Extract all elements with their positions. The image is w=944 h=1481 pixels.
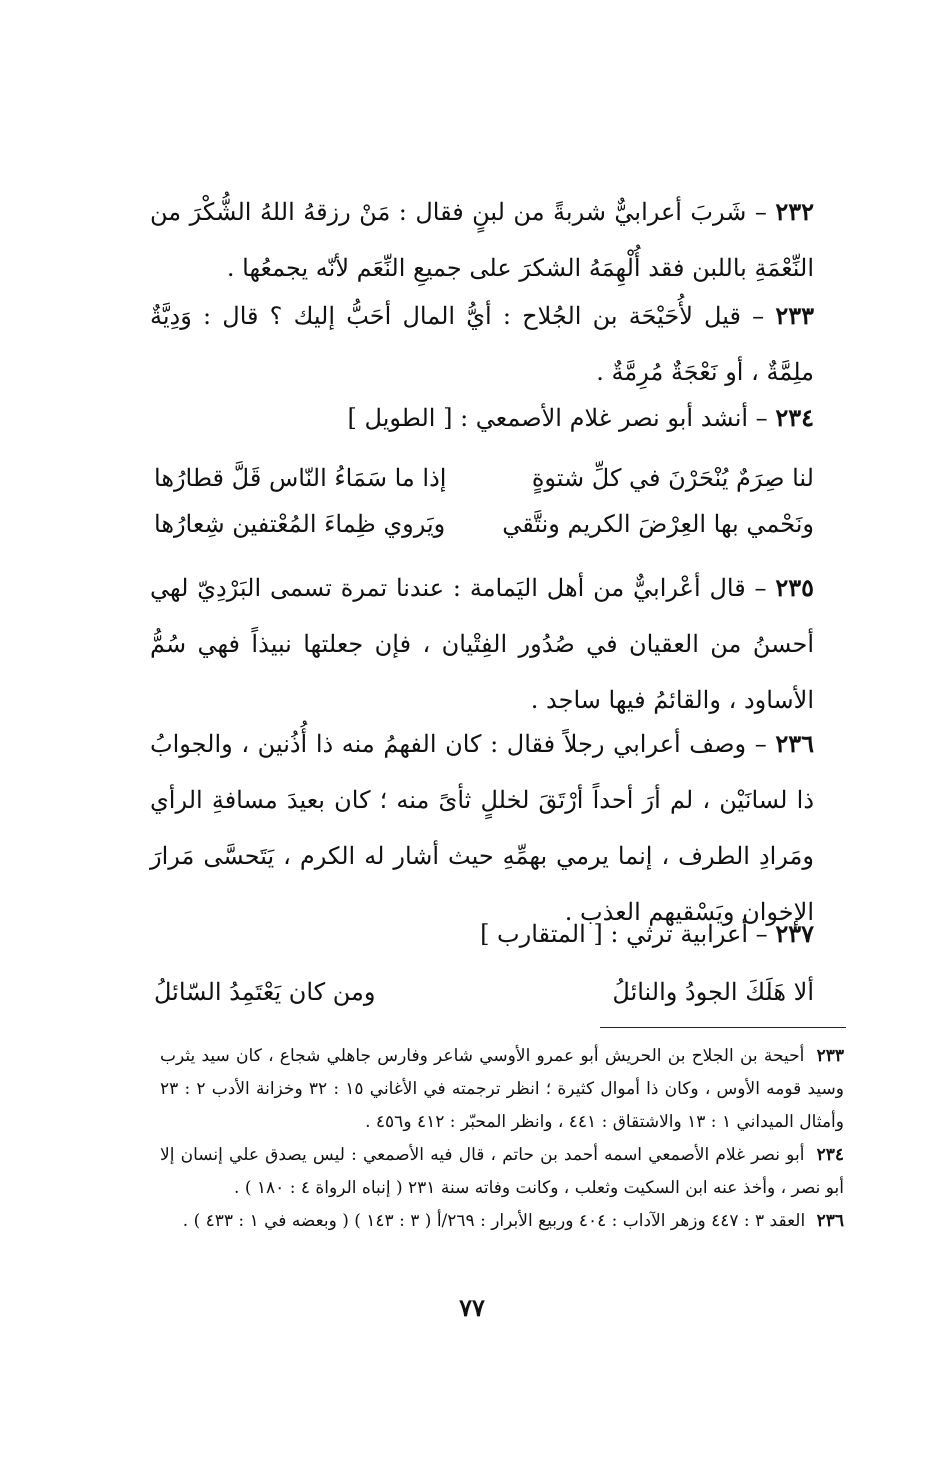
footnote — [160, 1139, 844, 1205]
verse-second-hemistich: ويَروي ظِماءَ المُعْتفين شِعارُها — [154, 510, 446, 538]
entry-233 — [150, 288, 814, 400]
entry-text: – أنشد أبو نصر غلام الأصمعي : [ الطويل ] — [347, 404, 768, 432]
entry-text: – قيل لأُحَيْحَة بن الجُلاح : أيُّ المال أحَبُّ إليك ؟ قال : وَدِيَّةٌ ملِمَّةٌ ، أو نَعْجَةٌ مُرِمَّةٌ . — [150, 302, 814, 386]
verse-first-hemistich: ألا هَلَكَ الجودُ والنائلُ — [612, 978, 814, 1006]
footnotes — [160, 1040, 844, 1238]
verse-line — [154, 502, 814, 546]
entry-232 — [150, 184, 814, 296]
entry-text: – قال أعْرابيٌّ من أهل اليَمامة : عندنا تمرة تسمى البَرْدِيّ لهي أحسنُ من العقيان في صُدُور الفِتْيان ، فإن جعلتها نبيذاً فهي سُمُّ الأساود ، والقائمُ فيها ساجد . — [150, 574, 814, 714]
entry-237 — [480, 914, 814, 954]
footnote-text: أبو نصر غلام الأصمعي اسمه أحمد بن حاتم ، قال فيه الأصمعي : ليس يصدق علي إنسان إلا أبو نصر ، وأخذ عنه ابن السكيت وثعلب ، وكانت وفاته سنة ٢٣١ ( إنباه الرواة ٤ : ١٨٠ ) . — [160, 1145, 844, 1198]
footnote — [160, 1205, 844, 1238]
footnote-number: ٢٣٤ — [816, 1145, 844, 1165]
entry-number: ٢٣٤ — [775, 403, 814, 432]
entry-number: ٢٣٥ — [775, 573, 814, 602]
footnote-text: أحيحة بن الجلاح بن الحريش أبو عمرو الأوسي شاعر وفارس جاهلي شجاع ، كان سيد يثرب وسيد قومه الأوس ، وكان ذا أموال كثيرة ؛ انظر ترجمته في الأغاني ١٥ : ٣٢ وخزانة الأدب ٢ : ٢٣ وأمثال الميداني ١ : ١٣ والاشتقاق : ٤٤١ ، وانظر المحبّر : ٤١٢ و٤٥٦ . — [160, 1046, 844, 1132]
entry-text: – وصف أعرابي رجلاً فقال : كان الفهمُ منه ذا أُذُنين ، والجوابُ ذا لسانَيْن ، لم أرَ أحداً أرْتَقَ لخللٍ ثأىً منه ؛ كان بعيدَ مسافةِ الرأي ومَرادِ الطرف ، إنما يرمي بهمِّهِ حيث أشار له الكرم ، يَتَحسَّى مَرارَ الإخوان ويَسْقيهم العذب . — [150, 730, 814, 926]
entry-234 — [348, 398, 814, 438]
entry-text: – أعرابية ترثي : [ المتقارب ] — [480, 920, 768, 948]
page-number: ٧٧ — [459, 1293, 485, 1322]
entry-236 — [150, 716, 814, 940]
entry-235 — [150, 560, 814, 728]
verse-line — [154, 456, 814, 500]
footnote — [160, 1040, 844, 1139]
verse-first-hemistich: لنا صِرَمٌ يُنْحَرْنَ في كلِّ شتوةٍ — [531, 464, 814, 492]
verse-line — [154, 970, 814, 1014]
entry-text: – شَربَ أعرابيٌّ شربةً من لبنٍ فقال : مَنْ رزقهُ اللهُ الشُّكْرَ من النِّعْمَةِ باللبن فقد أُلْهِمَهُ الشكرَ على جميعِ النِّعَم لأنّه يجمعُها . — [150, 198, 814, 282]
footnote-text: العقد ٣ : ٤٤٧ وزهر الآداب : ٤٠٤ وربيع الأبرار : ٢٦٩/أ ( ٣ : ١٤٣ ) ( وبعضه في ١ : ٤٣٣ ) . — [182, 1211, 806, 1231]
entry-number: ٢٣٧ — [775, 919, 814, 948]
verse-second-hemistich: إذا ما سَمَاءُ النّاس قَلَّ قطارُها — [154, 464, 447, 492]
entry-number: ٢٣٢ — [775, 197, 814, 226]
footnote-separator — [600, 1027, 846, 1028]
footnote-number: ٢٣٦ — [816, 1211, 844, 1231]
entry-number: ٢٣٦ — [775, 729, 814, 758]
entry-number: ٢٣٣ — [775, 301, 814, 330]
verse-first-hemistich: ونَحْمي بها العِرْضَ الكريم ونتَّقي — [502, 510, 814, 538]
footnote-number: ٢٣٣ — [816, 1046, 844, 1066]
verse-second-hemistich: ومن كان يَعْتَمِدُ السّائلُ — [154, 978, 376, 1006]
